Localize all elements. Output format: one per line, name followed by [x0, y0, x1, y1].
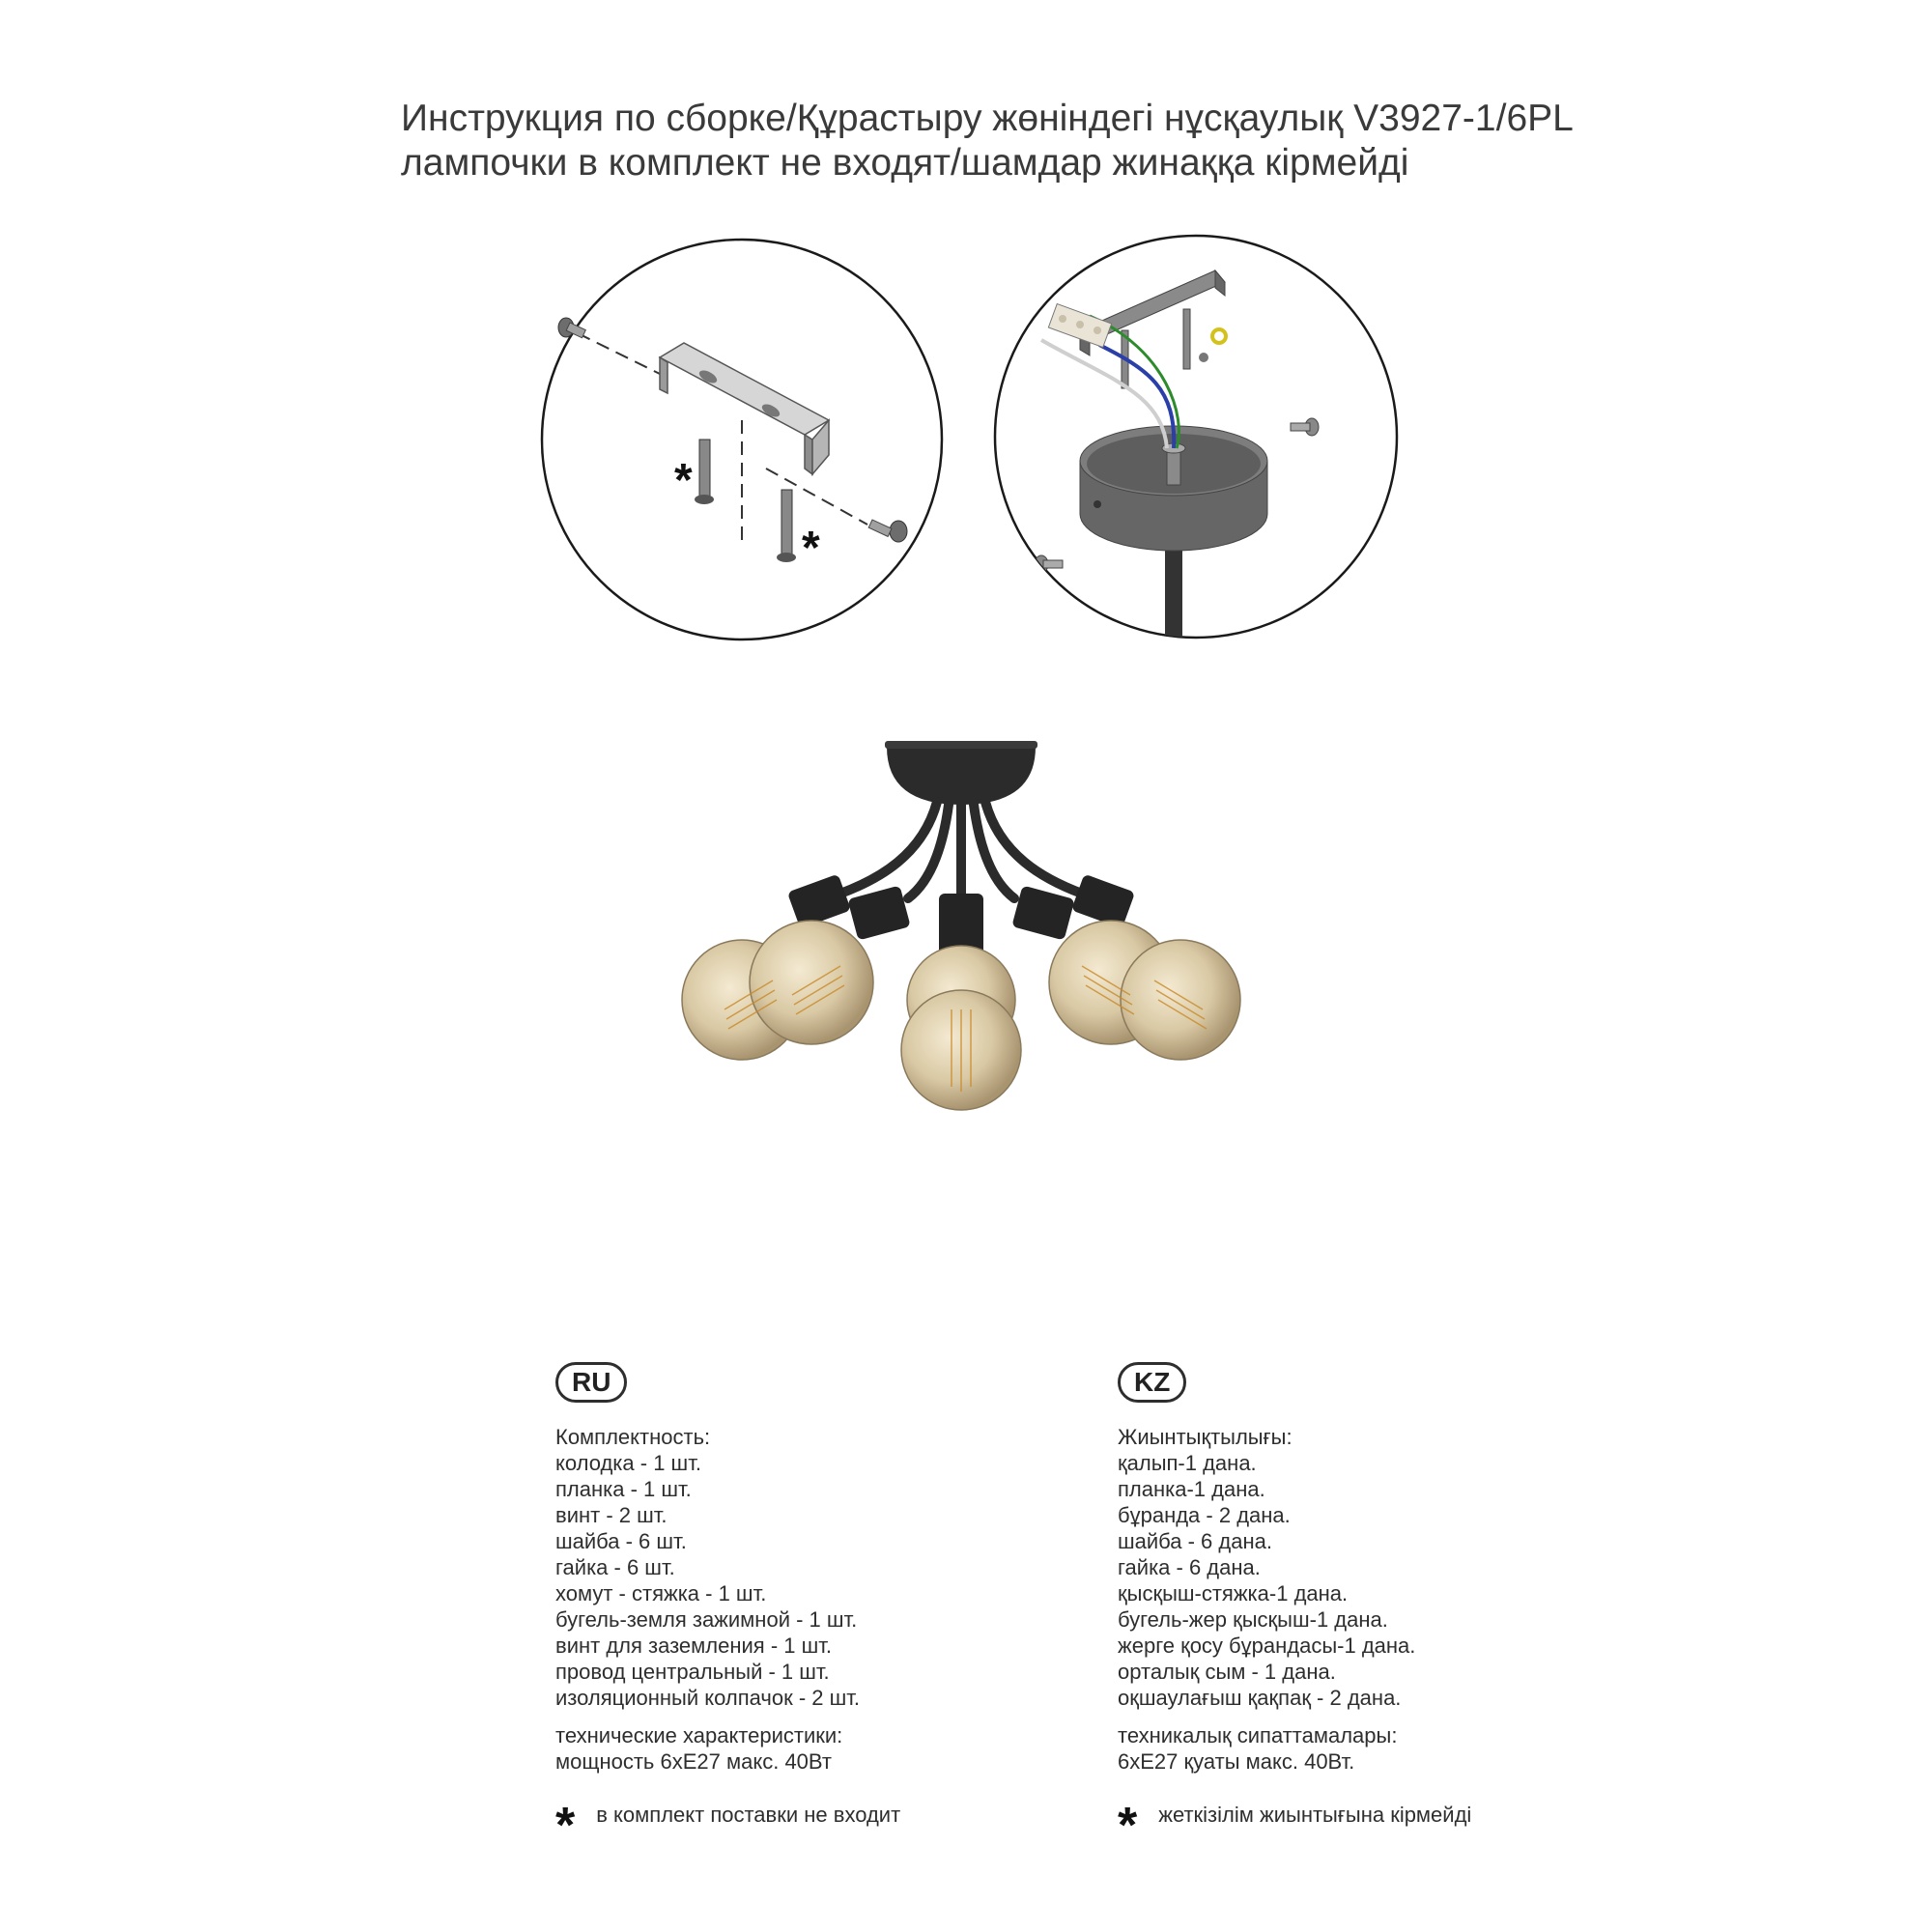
kz-note-text: жеткізілім жиынтығына кірмейді — [1158, 1802, 1472, 1827]
lamp-arms — [840, 802, 1082, 898]
chandelier-illustration — [647, 720, 1314, 1125]
lamp-canopy — [887, 747, 1036, 805]
ru-language-badge: RU — [555, 1362, 627, 1403]
list-item: шайба - 6 дана. — [1118, 1529, 1272, 1553]
canopy-wiring-diagram — [983, 224, 1408, 649]
list-item: қысқыш-стяжка-1 дана. — [1118, 1581, 1349, 1605]
ru-contents-title: Комплектность: — [555, 1425, 711, 1449]
title-line-1: Инструкция по сборке/Құрастыру жөніндегі нұсқаулық V3927-1/6PL — [401, 98, 1574, 139]
list-item: бугель-жер қысқыш-1 дана. — [1118, 1607, 1388, 1632]
earth-ring — [1212, 329, 1226, 343]
side-screw-right — [868, 520, 907, 542]
list-item: орталық сым - 1 дана. — [1118, 1660, 1336, 1684]
canopy-screw-right — [1291, 418, 1319, 436]
not-included-mark-2: * — [802, 523, 820, 574]
diagram-circle — [542, 240, 942, 639]
mounting-screw-2 — [777, 490, 796, 562]
list-item: винт - 2 шт. — [555, 1503, 668, 1527]
bulb-6 — [1121, 940, 1240, 1060]
list-item: бұранда - 2 дана. — [1118, 1503, 1291, 1527]
kz-contents-title: Жиынтықтылығы: — [1118, 1425, 1293, 1449]
ru-spec-value: мощность 6хЕ27 макс. 40Вт — [555, 1749, 832, 1774]
list-item: гайка - 6 шт. — [555, 1555, 675, 1579]
ru-section — [555, 1362, 1096, 1854]
list-item: бугель-земля зажимной - 1 шт. — [555, 1607, 858, 1632]
kz-not-included-note — [1118, 1798, 1659, 1854]
bracket-screw-2 — [1183, 309, 1190, 369]
kz-language-badge: KZ — [1118, 1362, 1186, 1403]
list-item: хомут - стяжка - 1 шт. — [555, 1581, 767, 1605]
list-item: қалып-1 дана. — [1118, 1451, 1257, 1475]
bulb-2 — [750, 921, 873, 1044]
asterisk-icon: * — [555, 1798, 576, 1854]
list-item: жерге қосу бұрандасы-1 дана. — [1118, 1634, 1416, 1658]
ru-specifications — [555, 1722, 1096, 1775]
not-included-mark-1: * — [674, 455, 693, 506]
ru-contents-list — [555, 1450, 1096, 1711]
document-title — [401, 97, 1574, 185]
asterisk-icon: * — [1118, 1798, 1138, 1854]
canopy-screw-left — [1035, 555, 1063, 573]
kz-spec-value: 6хЕ27 қуаты макс. 40Вт. — [1118, 1749, 1355, 1774]
kz-spec-title: техникалық сипаттамалары: — [1118, 1723, 1398, 1747]
list-item: гайка - 6 дана. — [1118, 1555, 1261, 1579]
kz-specifications — [1118, 1722, 1659, 1775]
list-item: оқшаулағыш қақпақ - 2 дана. — [1118, 1686, 1402, 1710]
ru-not-included-note — [555, 1798, 1096, 1854]
ru-note-text: в комплект поставки не входит — [596, 1802, 901, 1827]
title-line-2: лампочки в комплект не входят/шамдар жинаққа кірмейді — [401, 142, 1409, 184]
mounting-bracket-diagram — [529, 237, 954, 642]
list-item: планка-1 дана. — [1118, 1477, 1265, 1501]
list-item: колодка - 1 шт. — [555, 1451, 701, 1475]
list-item: винт для заземления - 1 шт. — [555, 1634, 833, 1658]
kz-section — [1118, 1362, 1659, 1854]
list-item: шайба - 6 шт. — [555, 1529, 687, 1553]
earth-screw — [1199, 353, 1208, 362]
list-item: планка - 1 шт. — [555, 1477, 692, 1501]
list-item: изоляционный колпачок - 2 шт. — [555, 1686, 861, 1710]
mounting-screw-1 — [695, 440, 714, 504]
list-item: провод центральный - 1 шт. — [555, 1660, 830, 1684]
kz-contents-list — [1118, 1450, 1659, 1711]
ru-spec-title: технические характеристики: — [555, 1723, 843, 1747]
